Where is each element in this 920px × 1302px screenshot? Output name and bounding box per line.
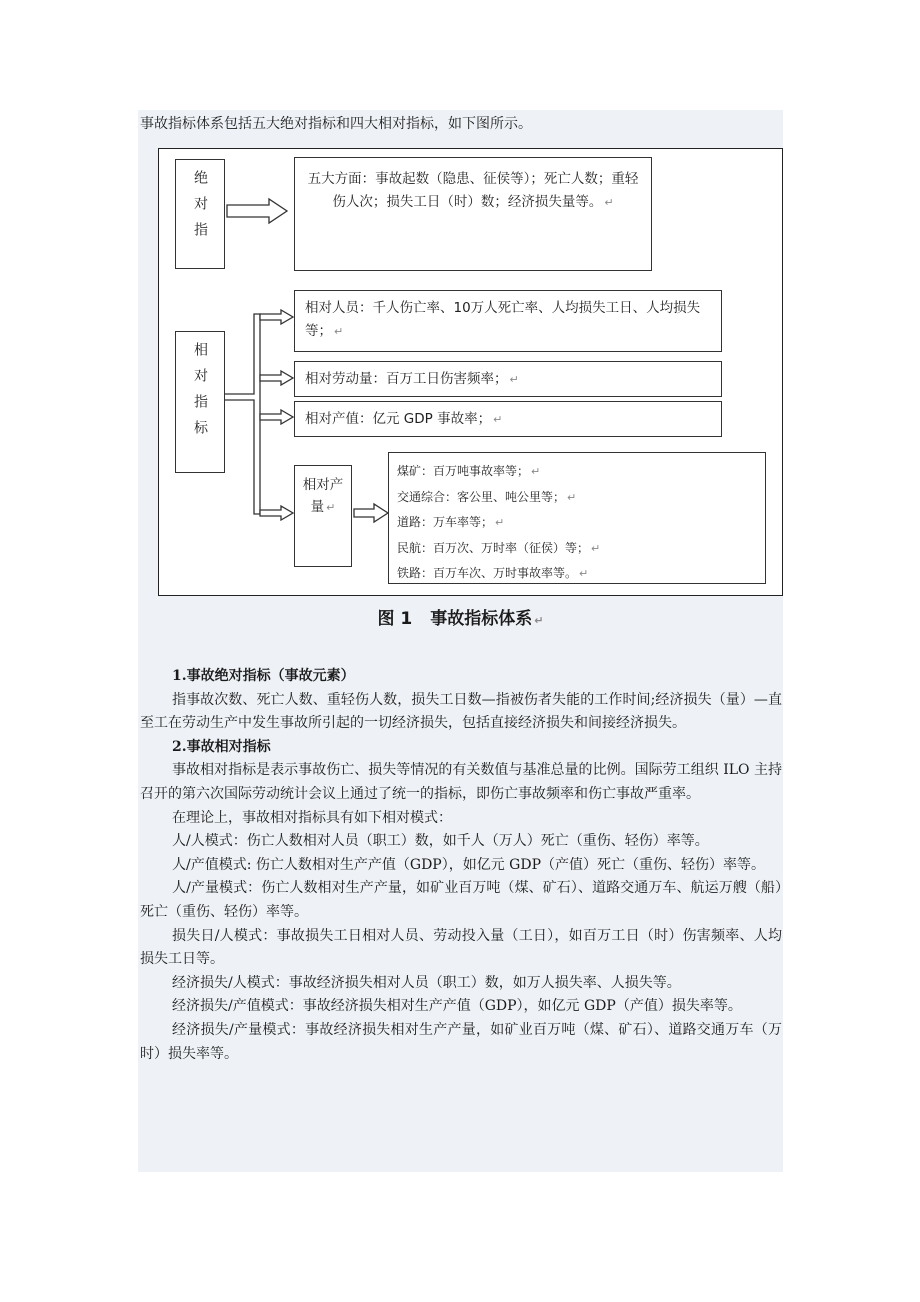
arrow-output-detail [354, 504, 388, 522]
caption-text: 事故指标体系 [430, 609, 533, 629]
absolute-indicator-box [175, 159, 225, 269]
output-item: 铁路：百万车次、万时事故率等。 ↵ [397, 566, 589, 580]
paragraph: 经济损失/人模式：事故经济损失相对人员（职工）数，如万人损失率、人损失等。 [172, 974, 681, 991]
return-mark: ↵ [326, 501, 336, 514]
relative-labor-box [294, 361, 722, 397]
indicator-diagram [158, 148, 783, 596]
arrow-to-value [260, 410, 293, 424]
output-detail-box [388, 452, 766, 584]
section-heading: 1.事故绝对指标（事故元素） [172, 668, 355, 684]
section-heading: 2.事故相对指标 [172, 738, 271, 755]
output-item: 煤矿：百万吨事故率等； ↵ [397, 464, 541, 478]
paragraph: 在理论上，事故相对指标具有如下相对模式： [172, 809, 452, 826]
return-mark: ↵ [493, 413, 503, 426]
relative-output-box [294, 465, 352, 567]
five-aspects-text: 五大方面：事故起数（隐患、征侯等）；死亡人数；重轻伤人次；损失工日（时）数；经济损失量等。 [307, 171, 639, 210]
return-mark: ↵ [604, 196, 614, 209]
relative-labor-text: 相对劳动量：百万工日伤害频率； [305, 371, 508, 387]
arrow-relative-stem [224, 314, 260, 514]
return-mark: ↵ [534, 614, 544, 627]
arrow-to-people [260, 310, 293, 324]
relative-output-label: 相对产量 [302, 477, 344, 515]
document-page [138, 110, 783, 1172]
paragraph: 人/产量模式：伤亡人数相对生产产量，如矿业百万吨（煤、矿石）、道路交通万车、航运万艘（船）死亡（重伤、轻伤）率等。 [140, 880, 782, 920]
relative-people-text: 相对人员：千人伤亡率、10万人死亡率、人均损失工日、人均损失等； [305, 300, 701, 339]
absolute-label: 绝对指 [192, 170, 208, 248]
figure-caption [138, 604, 783, 629]
paragraph: 人/人模式：伤亡人数相对人员（职工）数，如千人（万人）死亡（重伤、轻伤）率等。 [172, 833, 709, 850]
output-item: 交通综合：客公里、吨公里等； ↵ [397, 489, 577, 504]
relative-people-box [294, 290, 722, 352]
paragraph: 事故相对指标是表示事故伤亡、损失等情况的有关数值与基准总量的比例。国际劳工组织 ILO 主持召开的第六次国际劳动统计会议上通过了统一的指标，即伤亡事故频率和伤亡事故严重率。 [140, 762, 782, 802]
paragraph: 人/产值模式: 伤亡人数相对生产产值（GDP），如亿元 GDP（产值）死亡（重伤、轻伤）率等。 [172, 856, 765, 873]
caption-number: 图 1 [377, 609, 413, 629]
paragraph: 损失日/人模式：事故损失工日相对人员、劳动投入量（工日），如百万工日（时）伤害频率、人均损失工日等。 [140, 927, 782, 968]
paragraph: 经济损失/产值模式：事故经济损失相对生产产值（GDP），如亿元 GDP（产值）损失率等。 [172, 998, 742, 1015]
relative-label: 相对指标 [192, 342, 208, 446]
paragraph: 经济损失/产量模式：事故经济损失相对生产产量，如矿业百万吨（煤、矿石）、道路交通万车（万时）损失率等。 [140, 1021, 782, 1062]
relative-indicator-box [175, 331, 225, 473]
return-mark: ↵ [334, 325, 344, 338]
five-aspects-box [294, 157, 652, 271]
arrow-absolute [227, 199, 287, 223]
intro-text: 事故指标体系包括五大绝对指标和四大相对指标，如下图所示。 [140, 116, 532, 132]
relative-value-box [294, 401, 722, 437]
arrow-to-labor [260, 371, 293, 385]
return-mark: ↵ [509, 373, 519, 386]
output-item: 民航：百万次、万时率（征侯）等； ↵ [397, 540, 601, 555]
arrow-to-output [260, 506, 293, 520]
body-text [140, 665, 782, 1066]
paragraph: 指事故次数、死亡人数、重轻伤人数，损失工日数—指被伤者失能的工作时间;经济损失（量）—直至工在劳动生产中发生事故所引起的一切经济损失，包括直接经济损失和间接经济损失。 [140, 691, 782, 732]
relative-value-text: 相对产值：亿元 GDP 事故率； [305, 411, 492, 427]
output-item: 道路：万车率等； ↵ [397, 515, 505, 529]
